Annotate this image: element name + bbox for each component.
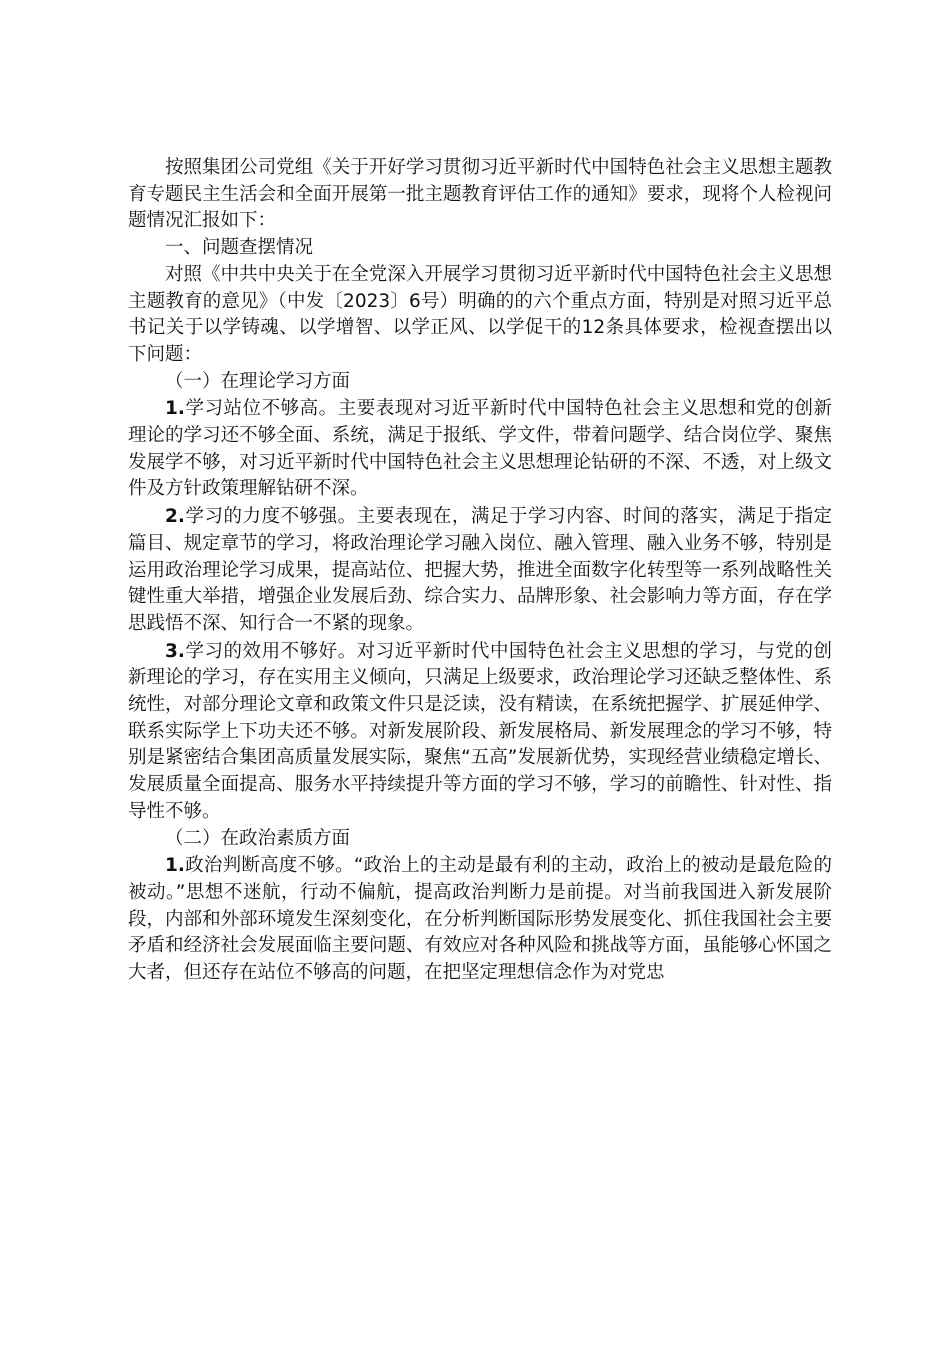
document-body: [128, 155, 832, 987]
item-text: 政治判断高度不够。“政治上的主动是最有利的主动，政治上的被动是最危险的被动。”思想不迷航，行动不偏航，提高政治判断力是前提。对当前我国进入新发展阶段，内部和外部环境发生深刻变化，在分析判断国际形势发展变化、抓住我国社会主要矛盾和经济社会发展面临主要问题、有效应对各种风险和挑战等方面，虽能够心怀国之大者，但还存在站位不够高的问题，在把坚定理想信念作为对党忠: [128, 855, 832, 984]
item-text: 学习的力度不够强。主要表现在，满足于学习内容、时间的落实，满足于指定篇目、规定章节的学习，将政治理论学习融入岗位、融入管理、融入业务不够，特别是运用政治理论学习成果，提高站位、把握大势，推进全面数字化转型等一系列战略性关键性重大举措，增强企业发展后劲、综合实力、品牌形象、社会影响力等方面，存在学思践悟不深、知行合一不紧的现象。: [128, 506, 832, 634]
paragraph-intro: [128, 155, 832, 235]
item-text: 学习的效用不够好。对习近平新时代中国特色社会主义思想的学习，与党的创新理论的学习，存在实用主义倾向，只满足上级要求，政治理论学习还缺乏整体性、系统性，对部分理论文章和政策文件只是泛读，没有精读，在系统把握学、扩展延伸学、联系实际学上下功夫还不够。对新发展阶段、新发展格局、新发展理念的学习不够，特别是紧密结合集团高质量发展实际，聚焦“五高”发展新优势，实现经营业绩稳定增长、发展质量全面提高、服务水平持续提升等方面的学习不够，学习的前瞻性、针对性、指导性不够。: [128, 640, 832, 822]
list-item: [128, 504, 832, 638]
item-number: 3.: [165, 640, 185, 662]
subsection-heading-text: （一）在理论学习方面: [165, 370, 351, 392]
list-item: [128, 639, 832, 826]
item-number: 2.: [165, 506, 185, 528]
subsection-heading-text: （二）在政治素质方面: [165, 827, 351, 849]
section-heading-text: 一、问题查摆情况: [165, 237, 314, 259]
paragraph-basis: [128, 262, 832, 369]
paragraph-text: 按照集团公司党组《关于开好学习贯彻习近平新时代中国特色社会主义思想主题教育专题民主生活会和全面开展第一批主题教育评估工作的通知》要求，现将个人检视问题情况汇报如下：: [128, 157, 832, 232]
item-number: 1.: [165, 398, 185, 420]
paragraph-text: 对照《中共中央关于在全党深入开展学习贯彻习近平新时代中国特色社会主义思想主题教育的意见》（中发〔2023〕6号）明确的的六个重点方面，特别是对照习近平总书记关于以学铸魂、以学增智、以学正风、以学促干的12条具体要求，检视查摆出以下问题：: [128, 263, 832, 365]
list-item: [128, 853, 832, 987]
section-heading: [128, 235, 832, 262]
subsection-heading: [128, 369, 832, 396]
list-item: [128, 396, 832, 503]
subsection-heading: [128, 826, 832, 853]
item-text: 学习站位不够高。主要表现对习近平新时代中国特色社会主义思想和党的创新理论的学习还不够全面、系统，满足于报纸、学文件，带着问题学、结合岗位学、聚焦发展学不够，对习近平新时代中国特色社会主义思想理论钻研的不深、不透，对上级文件及方针政策理解钻研不深。: [128, 398, 832, 500]
item-number: 1.: [165, 855, 185, 877]
